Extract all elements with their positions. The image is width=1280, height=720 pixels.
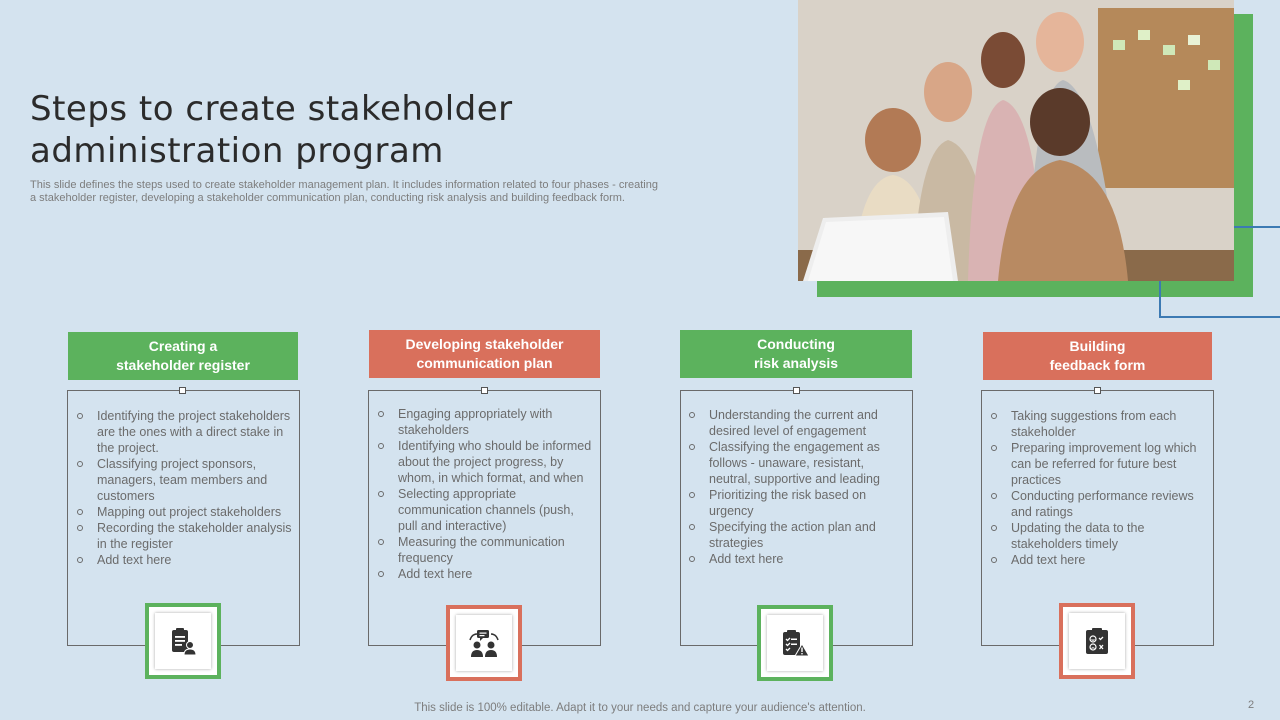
list-item: Conducting performance reviews and ratings bbox=[991, 488, 1206, 520]
step-icon-frame-4 bbox=[1059, 603, 1135, 679]
list-item: Mapping out project stakeholders bbox=[77, 504, 292, 520]
connector-node bbox=[481, 387, 488, 394]
step-bullets-4 bbox=[991, 408, 1206, 568]
connector-node bbox=[793, 387, 800, 394]
step-bullets-2 bbox=[378, 406, 593, 582]
connector-node bbox=[179, 387, 186, 394]
list-item: Classifying project sponsors, managers, team members and customers bbox=[77, 456, 292, 504]
step-heading-3: Conducting risk analysis bbox=[680, 330, 912, 378]
step-bullets-3 bbox=[689, 407, 904, 567]
slide-title: Steps to create stakeholder administration program bbox=[30, 89, 513, 171]
decorative-line bbox=[1234, 226, 1280, 228]
list-item: Preparing improvement log which can be referred for future best practices bbox=[991, 440, 1206, 488]
step-bullets-1 bbox=[77, 408, 292, 568]
list-item: Recording the stakeholder analysis in the register bbox=[77, 520, 292, 552]
list-item: Measuring the communication frequency bbox=[378, 534, 593, 566]
list-item: Add text here bbox=[991, 552, 1206, 568]
list-item: Selecting appropriate communication channels (push, pull and interactive) bbox=[378, 486, 593, 534]
list-item: Specifying the action plan and strategies bbox=[689, 519, 904, 551]
step-heading-2: Developing stakeholder communication plan bbox=[369, 330, 600, 378]
list-item: Add text here bbox=[689, 551, 904, 567]
list-item: Add text here bbox=[77, 552, 292, 568]
list-item: Updating the data to the stakeholders timely bbox=[991, 520, 1206, 552]
clipboard-person-icon bbox=[168, 626, 198, 656]
list-item: Understanding the current and desired level of engagement bbox=[689, 407, 904, 439]
step-icon-frame-1 bbox=[145, 603, 221, 679]
team-photo-illustration bbox=[798, 0, 1234, 281]
slide-footer: This slide is 100% editable. Adapt it to your needs and capture your audience's attention. bbox=[414, 702, 866, 714]
risk-checklist-icon bbox=[780, 628, 810, 658]
decorative-line bbox=[1159, 281, 1161, 317]
list-item: Identifying the project stakeholders are the ones with a direct stake in the project. bbox=[77, 408, 292, 456]
step-icon-frame-2 bbox=[446, 605, 522, 681]
step-heading-4: Building feedback form bbox=[983, 332, 1212, 380]
communication-people-icon bbox=[468, 628, 500, 658]
feedback-form-icon bbox=[1082, 626, 1112, 656]
decorative-line bbox=[1159, 316, 1280, 318]
step-heading-1: Creating a stakeholder register bbox=[68, 332, 298, 380]
list-item: Classifying the engagement as follows - unaware, resistant, neutral, supportive and leading bbox=[689, 439, 904, 487]
list-item: Prioritizing the risk based on urgency bbox=[689, 487, 904, 519]
list-item: Add text here bbox=[378, 566, 593, 582]
connector-node bbox=[1094, 387, 1101, 394]
list-item: Identifying who should be informed about the project progress, by whom, in which format, and when bbox=[378, 438, 593, 486]
page-number: 2 bbox=[1248, 699, 1255, 711]
list-item: Taking suggestions from each stakeholder bbox=[991, 408, 1206, 440]
team-photo bbox=[798, 0, 1234, 281]
step-icon-frame-3 bbox=[757, 605, 833, 681]
list-item: Engaging appropriately with stakeholders bbox=[378, 406, 593, 438]
slide-subtitle: This slide defines the steps used to create stakeholder management plan. It includes information related to four phases - creating a stakeholder register, developing a stakeholder communication plan, conducting risk analysis and building feedback form. bbox=[30, 179, 658, 204]
